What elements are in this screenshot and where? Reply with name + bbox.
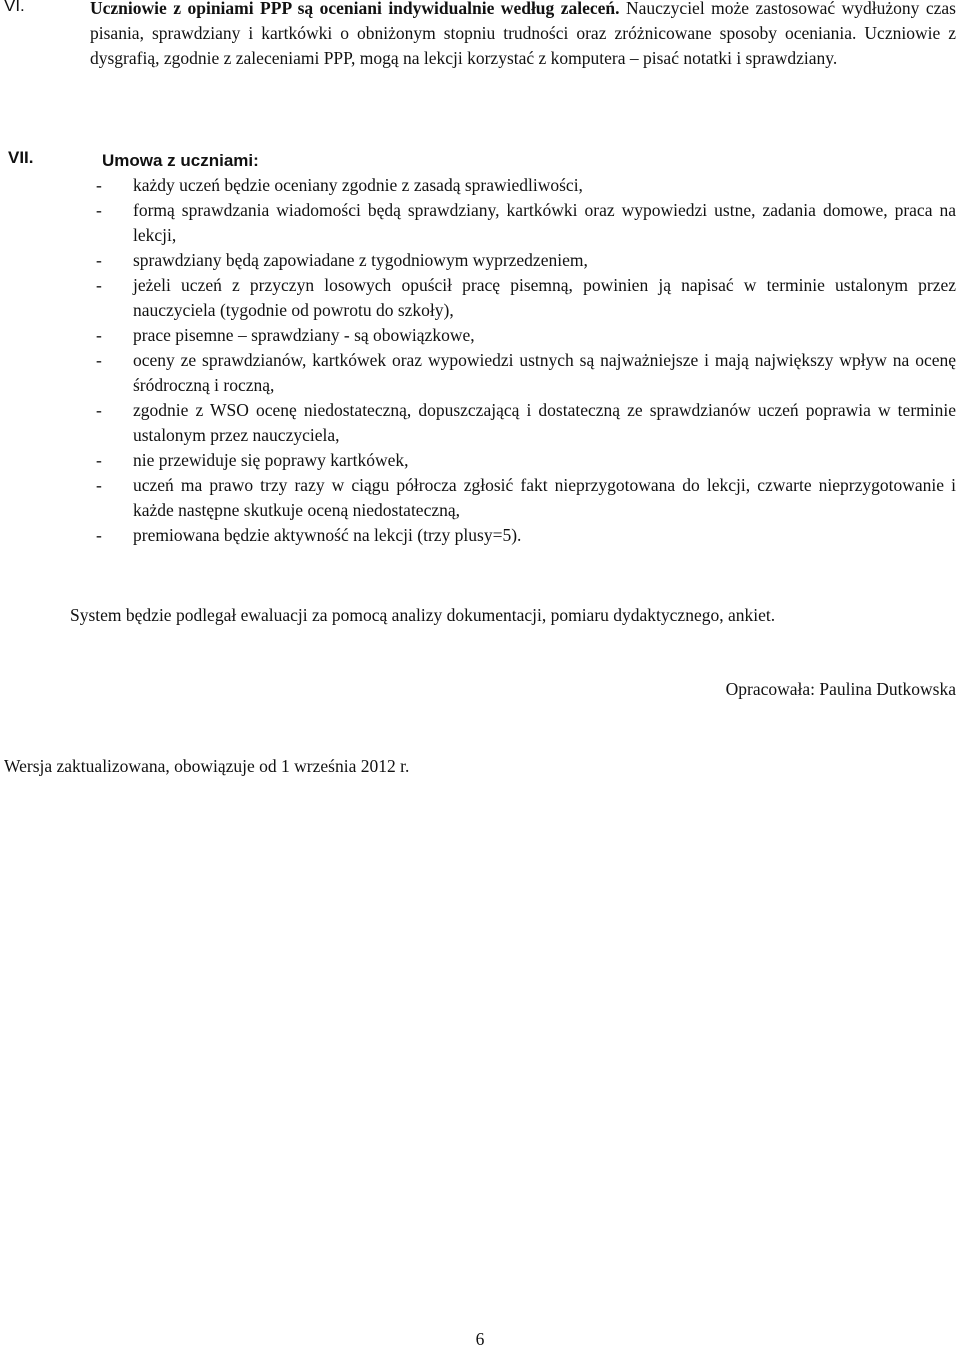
list-dash: - bbox=[96, 475, 102, 495]
list-dash: - bbox=[96, 400, 102, 420]
list-dash: - bbox=[96, 250, 102, 270]
evaluation-statement: System będzie podlegał ewaluacji za pomocą analizy dokumentacji, pomiaru dydaktycznego, ankiet. bbox=[70, 605, 776, 625]
list-dash: - bbox=[96, 350, 102, 370]
list-dash: - bbox=[96, 325, 102, 345]
list-dash: - bbox=[96, 275, 102, 295]
list-item: - premiowana będzie aktywność na lekcji (trzy plusy=5). bbox=[96, 523, 956, 548]
version-note: Wersja zaktualizowana, obowiązuje od 1 września 2012 r. bbox=[4, 756, 410, 776]
list-dash: - bbox=[96, 525, 102, 545]
page-number: 6 bbox=[475, 1329, 485, 1349]
list-dash: - bbox=[96, 200, 102, 220]
section-7-number: VII. bbox=[8, 148, 34, 167]
list-item: - formą sprawdzania wiadomości będą sprawdziany, kartkówki oraz wypowiedzi ustne, zadania domowe, praca na lekcji, bbox=[96, 200, 956, 245]
section-6-number: VI. bbox=[4, 0, 25, 15]
list-item: - zgodnie z WSO ocenę niedostateczną, dopuszczającą i dostateczną ze sprawdzianów uczeń poprawia w terminie ustalonym przez nauczyciela, bbox=[96, 400, 956, 445]
list-item: - nie przewiduje się poprawy kartkówek, bbox=[96, 448, 956, 473]
list-item: - jeżeli uczeń z przyczyn losowych opuścił pracę pisemną, powinien ją napisać w terminie ustalonym przez nauczyciela (tygodnie od powrotu do szkoły), bbox=[96, 275, 956, 320]
list-item: - sprawdziany będą zapowiadane z tygodniowym wyprzedzeniem, bbox=[96, 248, 956, 273]
list-dash: - bbox=[96, 175, 102, 195]
section-6-body bbox=[90, 0, 956, 71]
list-dash: - bbox=[96, 450, 102, 470]
list-item: - prace pisemne – sprawdziany - są obowiązkowe, bbox=[96, 323, 956, 348]
section-6-text: Nauczyciel może zastosować wydłużony czas pisania, sprawdziany i kartkówki o obniżonym stopniu trudności oraz zróżnicowane sposoby oceniania. Uczniowie z dysgrafią, zgodnie z zaleceniami PPP, mogą na lekcji korzystać z komputera – pisać notatki i sprawdziany. bbox=[90, 0, 956, 68]
section-7-heading: Umowa z uczniami: bbox=[102, 151, 259, 170]
author-signature: Opracowała: Paulina Dutkowska bbox=[725, 679, 956, 699]
section-6-lead: Uczniowie z opiniami PPP są oceniani indywidualnie według zaleceń. bbox=[90, 0, 620, 18]
list-item: - każdy uczeń będzie oceniany zgodnie z zasadą sprawiedliwości, bbox=[96, 173, 956, 198]
agreement-list bbox=[96, 173, 956, 548]
list-item: - oceny ze sprawdzianów, kartkówek oraz wypowiedzi ustnych są najważniejsze i mają największy wpływ na ocenę śródroczną i roczną, bbox=[96, 350, 956, 395]
list-item: - uczeń ma prawo trzy razy w ciągu półrocza zgłosić fakt nieprzygotowana do lekcji, czwarte nieprzygotowanie i każde następne skutkuje oceną niedostateczną, bbox=[96, 475, 956, 520]
